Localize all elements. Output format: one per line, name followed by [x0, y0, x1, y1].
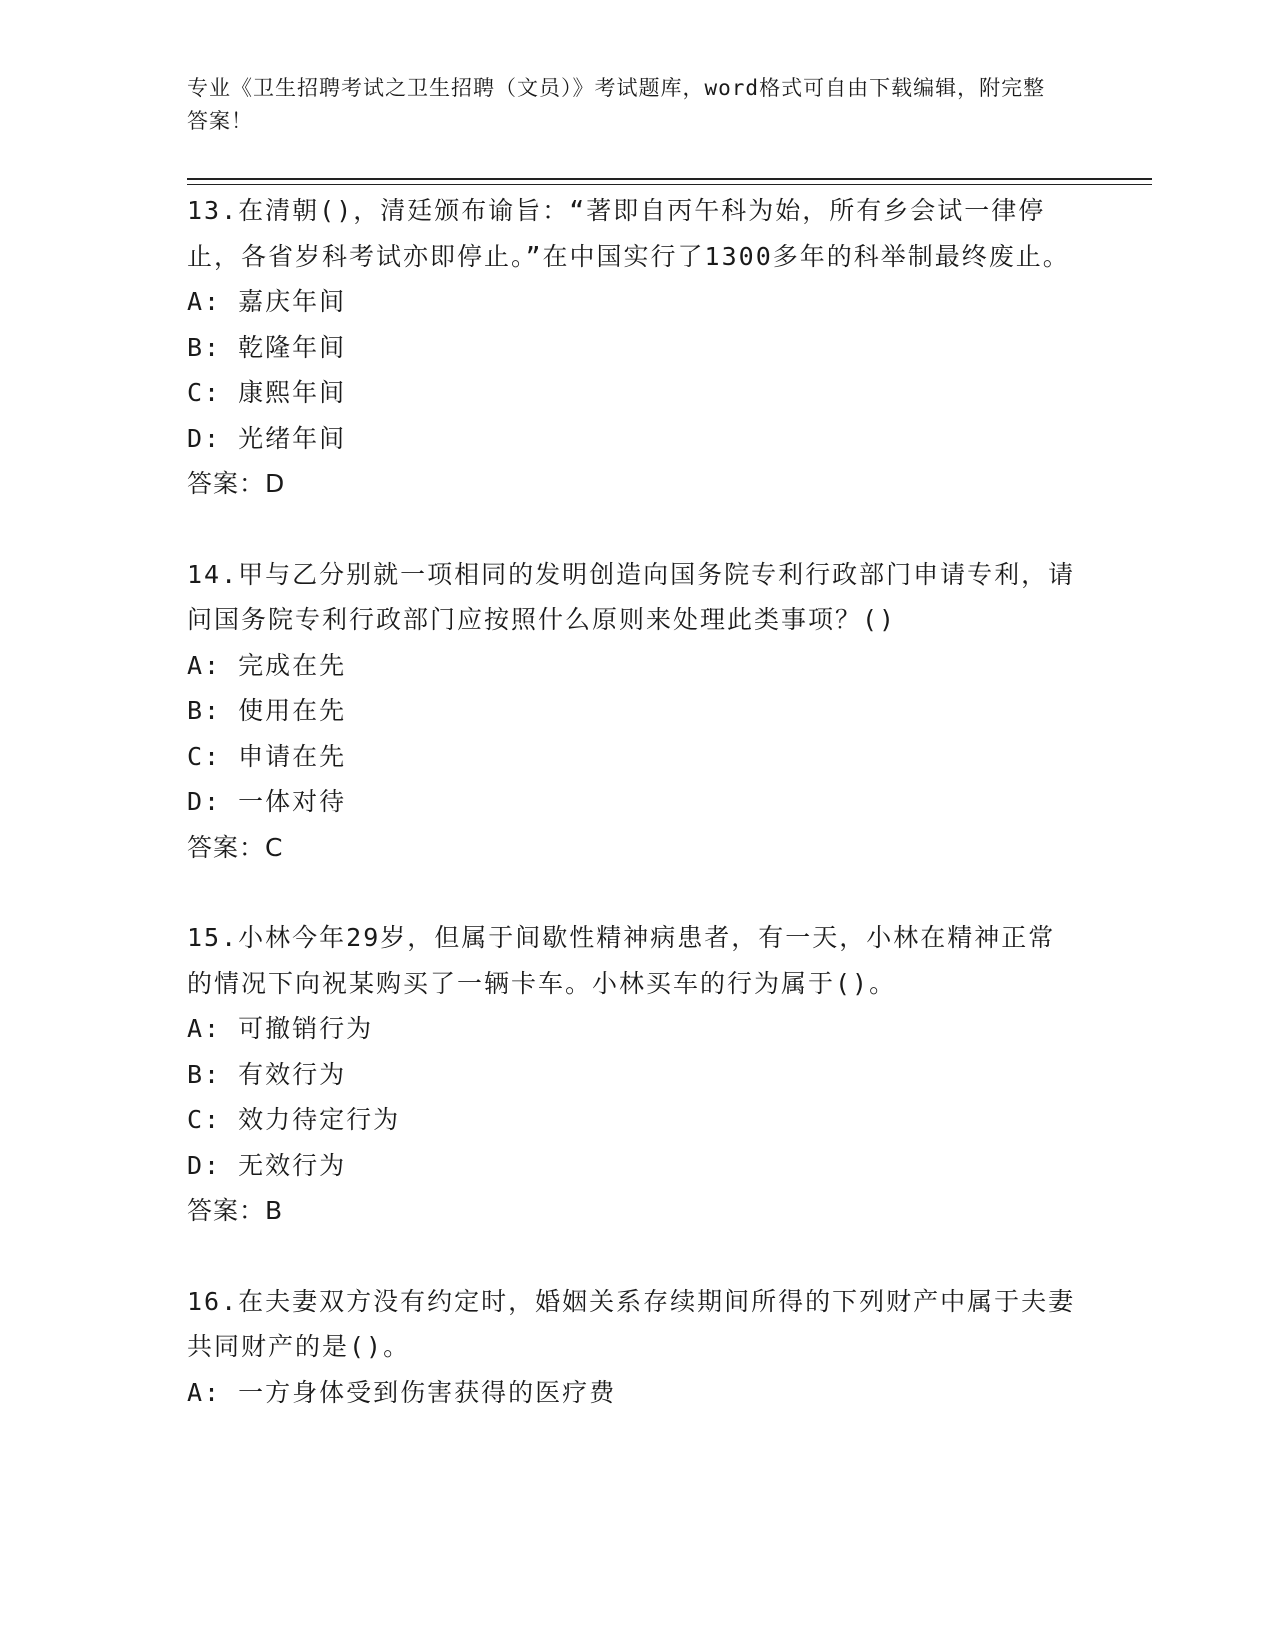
option-d: D: 一体对待: [187, 787, 347, 816]
question-13: [187, 188, 1077, 507]
answer: 答案：C: [187, 832, 284, 862]
option-a: A: 完成在先: [187, 650, 347, 680]
option-c: C: 申请在先: [187, 741, 347, 771]
question-text: 16.在夫妻双方没有约定时，婚姻关系存续期间所得的下列财产中属于夫妻共同财产的是()。: [187, 1286, 1076, 1361]
option-a: A: 嘉庆年间: [187, 287, 347, 316]
question-text: 13.在清朝()，清廷颁布谕旨：“著即自丙午科为始，所有乡会试一律停止，各省岁科考试亦即停止。”在中国实行了1300多年的科举制最终废止。: [187, 196, 1070, 271]
header-divider-thick: [187, 178, 1152, 180]
header-title: 专业《卫生招聘考试之卫生招聘（文员）》考试题库，word格式可自由下载编辑，附完整答案！: [187, 76, 1046, 133]
option-a: A: 一方身体受到伤害获得的医疗费: [187, 1377, 617, 1407]
option-b: B: 乾隆年间: [187, 332, 347, 362]
option-c: C: 效力待定行为: [187, 1105, 401, 1134]
option-a: A: 可撤销行为: [187, 1014, 374, 1043]
question-text: 15.小林今年29岁，但属于间歇性精神病患者，有一天，小林在精神正常的情况下向祝某购买了一辆卡车。小林买车的行为属于()。: [187, 923, 1056, 998]
option-d: D: 光绪年间: [187, 423, 347, 453]
option-b: B: 使用在先: [187, 696, 347, 725]
question-15: [187, 915, 1077, 1234]
answer: 答案：D: [187, 469, 286, 498]
question-16: [187, 1279, 1077, 1416]
option-b: B: 有效行为: [187, 1059, 347, 1089]
option-d: D: 无效行为: [187, 1150, 347, 1180]
question-14: [187, 552, 1077, 871]
answer: 答案：B: [187, 1196, 284, 1225]
question-text: 14.甲与乙分别就一项相同的发明创造向国务院专利行政部门申请专利，请问国务院专利行政部门应按照什么原则来处理此类事项？(): [187, 559, 1076, 634]
document-header: [187, 72, 1067, 138]
option-c: C: 康熙年间: [187, 378, 347, 407]
question-list: [187, 188, 1077, 1460]
header-divider-thin: [187, 184, 1152, 185]
